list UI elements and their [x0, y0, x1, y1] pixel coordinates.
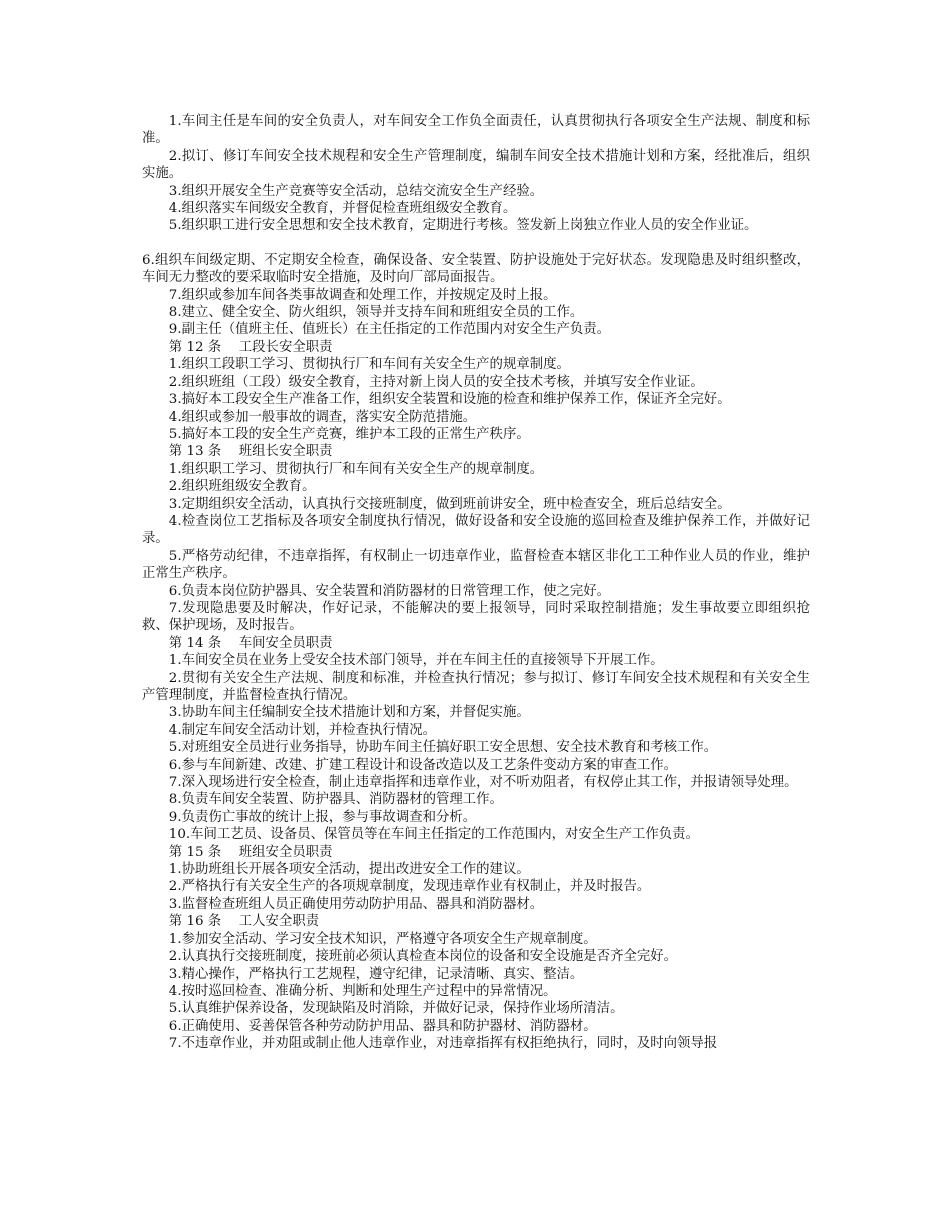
paragraph: 5.搞好本工段的安全生产竞赛，维护本工段的正常生产秩序。 [168, 426, 530, 442]
paragraph: 5.对班组安全员进行业务指导，协助车间主任搞好职工安全思想、安全技术教育和考核工作。 [168, 740, 718, 756]
paragraph: 1.组织工段职工学习、贯彻执行厂和车间有关安全生产的规章制度。 [168, 357, 570, 373]
paragraph: 1.协助班组长开展各项安全活动，提出改进安全工作的建议。 [168, 862, 530, 878]
paragraph: 第 14 条 车间安全员职责 [168, 635, 333, 651]
paragraph: 4.制定车间安全活动计划，并检查执行情况。 [168, 722, 436, 738]
paragraph: 第 12 条 工段长安全职责 [168, 339, 333, 355]
paragraph: 9.副主任（值班主任、值班长）在主任指定的工作范围内对安全生产负责。 [168, 322, 611, 338]
paragraph: 10.车间工艺员、设备员、保管员等在车间主任指定的工作范围内，对安全生产工作负责。 [168, 827, 699, 843]
paragraph: 第 13 条 班组长安全职责 [168, 444, 333, 460]
paragraph: 2.组织班组（工段）级安全教育，主持对新上岗人员的安全技术考核，并填写安全作业证。 [168, 374, 704, 390]
paragraph: 6.组织车间级定期、不定期安全检查，确保设备、安全装置、防护设施处于完好状态。发现隐患及时组织整改，车间无力整改的要采取临时安全措施，及时向厂部局面报告。 [142, 252, 810, 286]
paragraph: 2.拟订、修订车间安全技术规程和安全生产管理制度，编制车间安全技术措施计划和方案，经批准后，组织实施。 [142, 148, 810, 182]
document-body [142, 113, 810, 1053]
paragraph: 3.协助车间主任编制安全技术措施计划和方案，并督促实施。 [168, 705, 530, 721]
paragraph: 2.组织班组级安全教育。 [168, 479, 316, 495]
paragraph: 4.组织落实车间级安全教育，并督促检查班组级安全教育。 [168, 201, 517, 217]
paragraph: 6.正确使用、妥善保管各种劳动防护用品、器具和防护器材、消防器材。 [168, 1018, 597, 1034]
paragraph: 4.按时巡回检查、准确分析、判断和处理生产过程中的异常情况。 [168, 983, 557, 999]
paragraph: 第 15 条 班组安全员职责 [168, 844, 333, 860]
paragraph: 7.组织或参加车间各类事故调查和处理工作，并按规定及时上报。 [168, 287, 557, 303]
paragraph: 3.监督检查班组人员正确使用劳动防护用品、器具和消防器材。 [168, 896, 544, 912]
paragraph: 7.不违章作业，并劝阻或制止他人违章作业，对违章指挥有权拒绝执行，同时，及时向领导报 [168, 1036, 718, 1052]
paragraph: 3.精心操作，严格执行工艺规程，遵守纪律，记录清晰、真实、整洁。 [168, 966, 584, 982]
paragraph: 3.搞好本工段安全生产准备工作，组织安全装置和设施的检查和维护保养工作，保证齐全完好。 [168, 392, 731, 408]
paragraph: 7.发现隐患要及时解决，作好记录，不能解决的要上报领导，同时采取控制措施；发生事故要立即组织抢救、保护现场，及时报告。 [142, 600, 810, 634]
paragraph: 5.认真维护保养设备，发现缺陷及时消除，并做好记录，保持作业场所清洁。 [168, 1001, 624, 1017]
paragraph: 5.严格劳动纪律，不违章指挥，有权制止一切违章作业，监督检查本辖区非化工工种作业人员的作业，维护正常生产秩序。 [142, 548, 810, 582]
paragraph-spacer [142, 235, 810, 252]
paragraph: 6.负责本岗位防护器具、安全装置和消防器材的日常管理工作，使之完好。 [168, 583, 611, 599]
paragraph: 9.负责伤亡事故的统计上报，参与事故调查和分析。 [168, 809, 477, 825]
paragraph: 2.认真执行交接班制度，接班前必须认真检查本岗位的设备和安全设施是否齐全完好。 [168, 949, 678, 965]
paragraph: 5.组织职工进行安全思想和安全技术教育，定期进行考核。签发新上岗独立作业人员的安全作业证。 [168, 218, 758, 234]
paragraph: 8.负责车间安全装置、防护器具、消防器材的管理工作。 [168, 792, 503, 808]
paragraph: 8.建立、健全安全、防火组织，领导并支持车间和班组安全员的工作。 [168, 305, 584, 321]
paragraph: 6.参与车间新建、改建、扩建工程设计和设备改造以及工艺条件变动方案的审查工作。 [168, 757, 678, 773]
paragraph: 1.参加安全活动、学习安全技术知识，严格遵守各项安全生产规章制度。 [168, 931, 597, 947]
paragraph: 2.贯彻有关安全生产法规、制度和标准，并检查执行情况；参与拟订、修订车间安全技术规程和有关安全生产管理制度，并监督检查执行情况。 [142, 670, 810, 703]
paragraph: 第 16 条 工人安全职责 [168, 914, 320, 930]
paragraph: 1.组织职工学习、贯彻执行厂和车间有关安全生产的规章制度。 [168, 461, 544, 477]
paragraph: 3.定期组织安全活动，认真执行交接班制度，做到班前讲安全，班中检查安全，班后总结安全。 [168, 496, 731, 512]
paragraph: 1.车间主任是车间的安全负责人，对车间安全工作负全面责任，认真贯彻执行各项安全生产法规、制度和标准。 [142, 114, 810, 147]
paragraph: 2.严格执行有关安全生产的各项规章制度，发现违章作业有权制止，并及时报告。 [168, 879, 651, 895]
paragraph: 3.组织开展安全生产竞赛等安全活动，总结交流安全生产经验。 [168, 183, 544, 199]
paragraph: 7.深入现场进行安全检查，制止违章指挥和违章作业，对不听劝阻者，有权停止其工作，并报请领导处理。 [168, 775, 798, 791]
paragraph: 1.车间安全员在业务上受安全技术部门领导，并在车间主任的直接领导下开展工作。 [168, 653, 664, 669]
paragraph: 4.组织或参加一般事故的调查，落实安全防范措施。 [168, 409, 477, 425]
paragraph: 4.检查岗位工艺指标及各项安全制度执行情况，做好设备和安全设施的巡回检查及维护保养工作，并做好记录。 [142, 513, 810, 547]
